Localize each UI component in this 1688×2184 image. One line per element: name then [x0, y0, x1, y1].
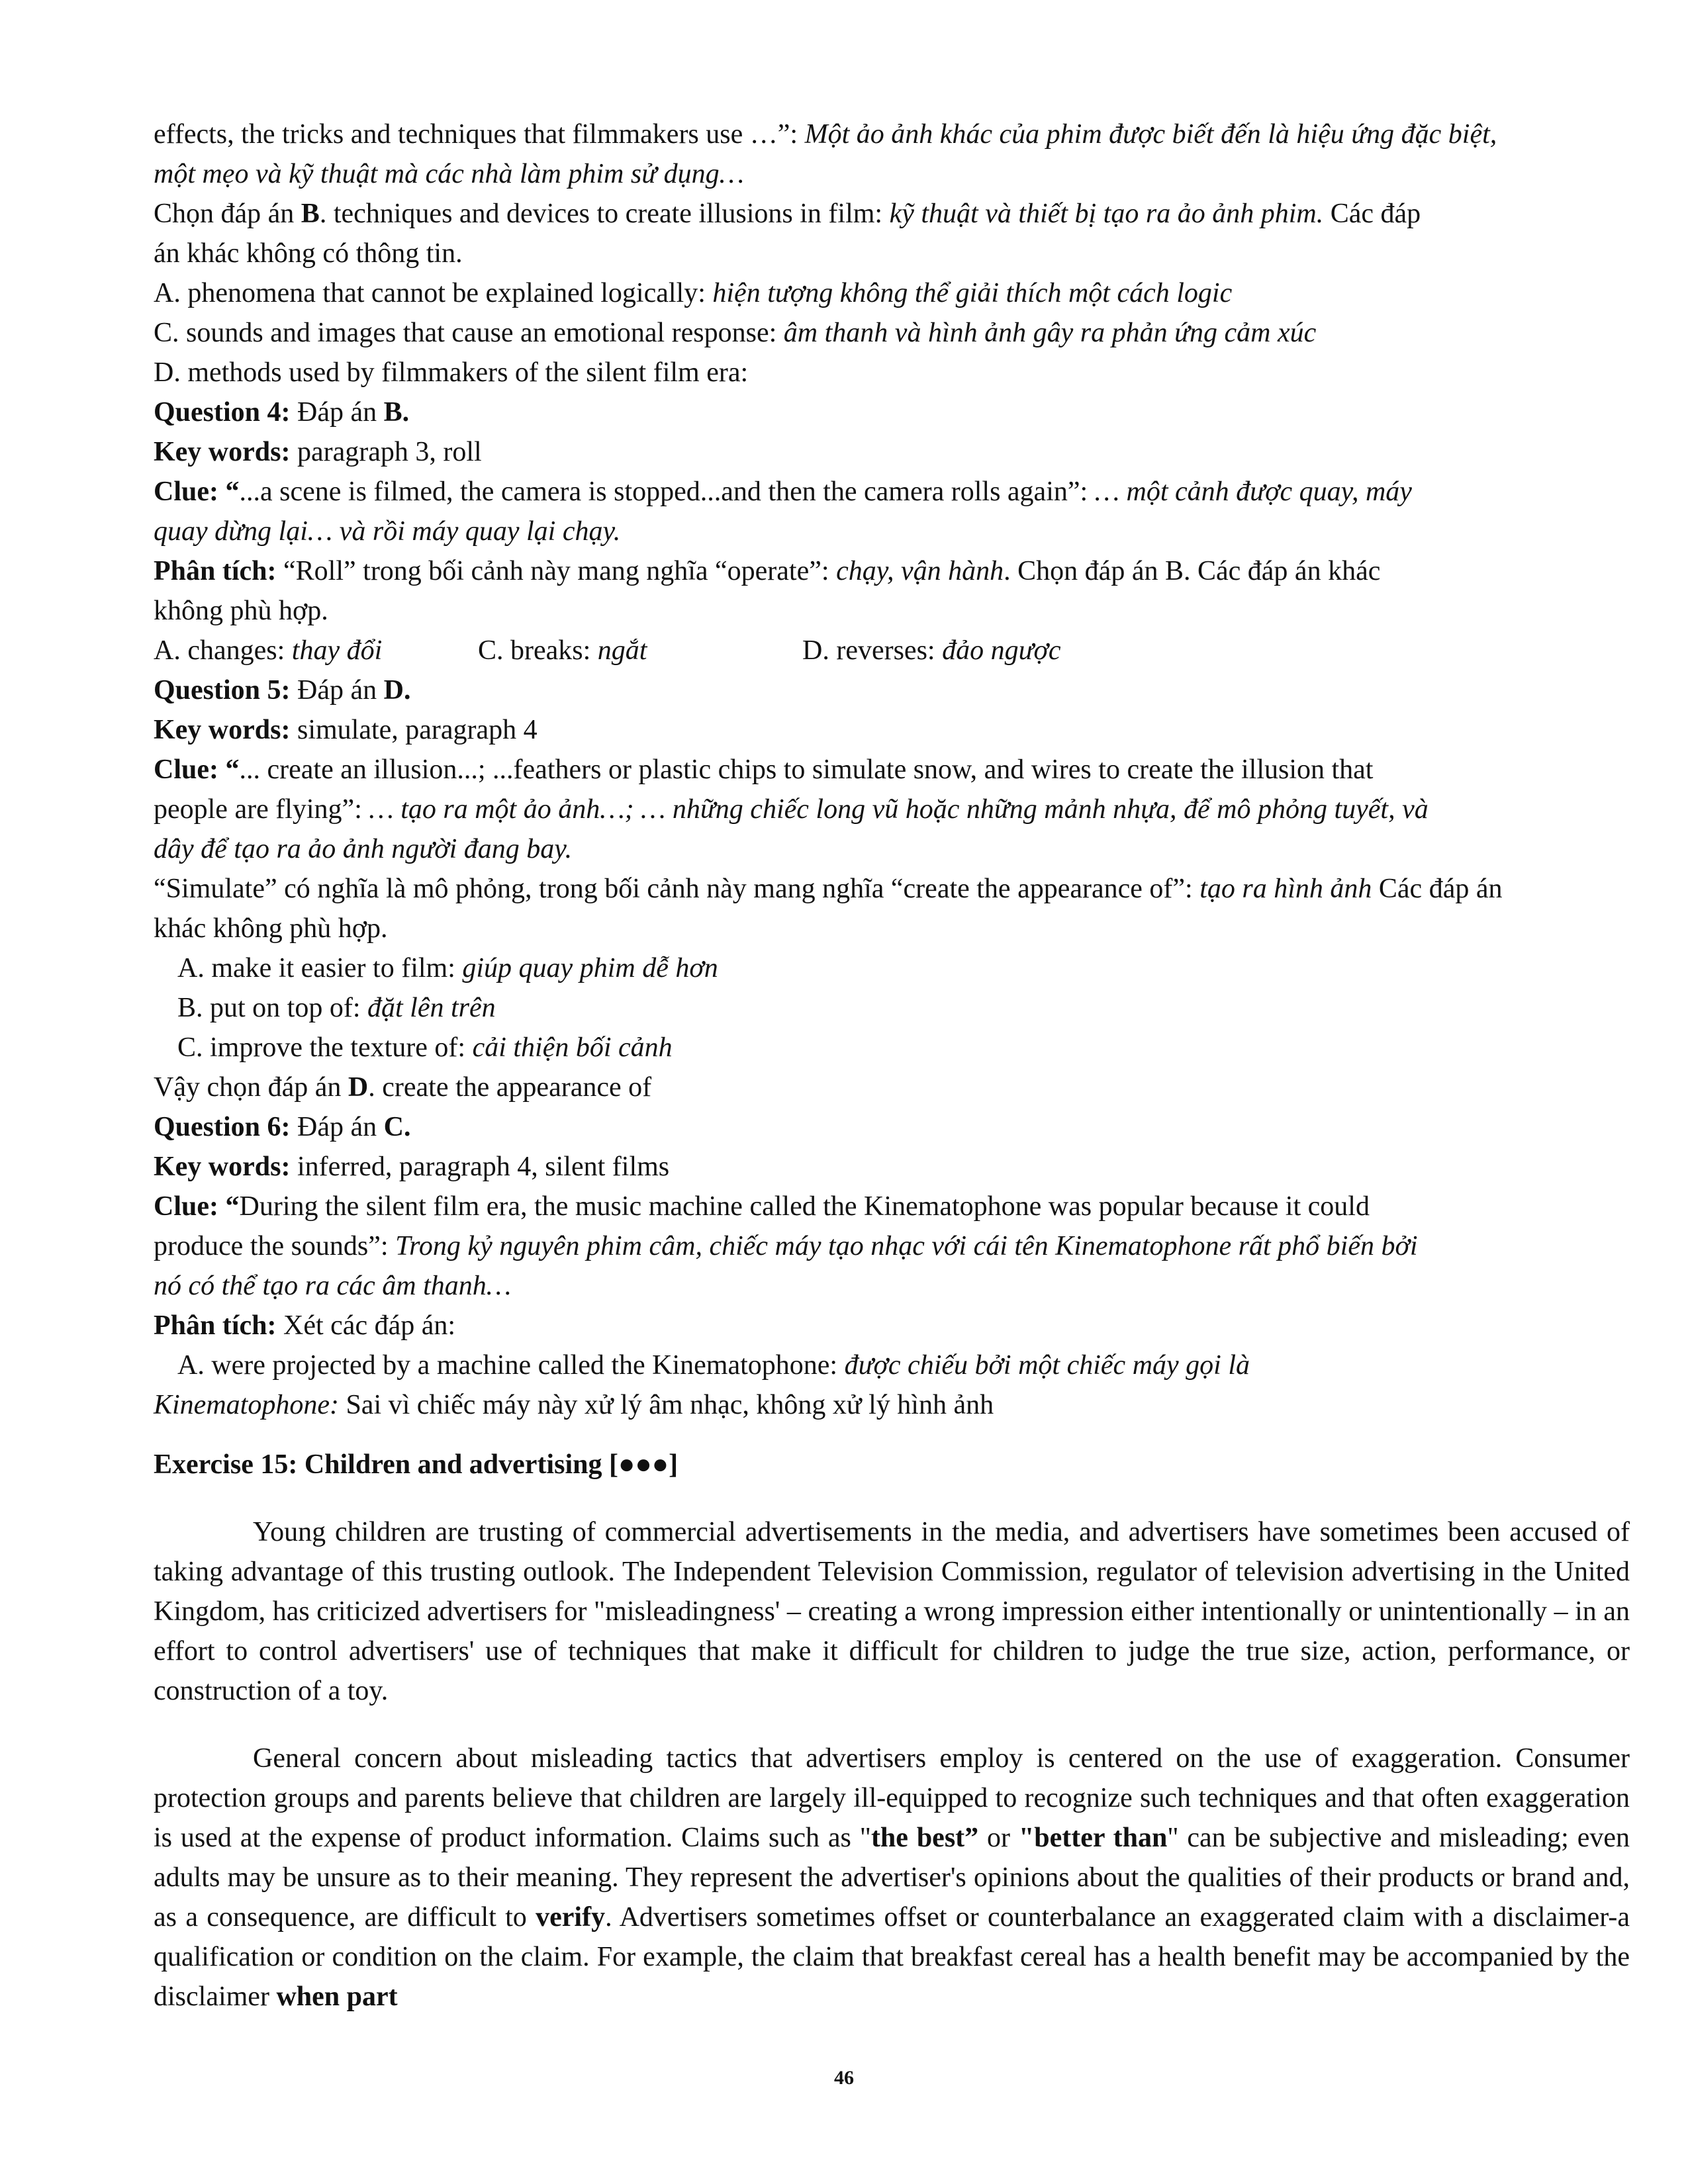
- question-label: Question 6:: [154, 1112, 291, 1142]
- clue-line: [154, 750, 1630, 790]
- text: Sai vì chiếc máy này xử lý âm nhạc, không xử lý hình ảnh: [338, 1390, 994, 1420]
- key-words-line: [154, 432, 1630, 472]
- translation-text: giúp quay phim dễ hơn: [462, 953, 718, 983]
- translation-text: một mẹo và kỹ thuật mà các nhà làm phim sử dụng…: [154, 159, 744, 189]
- analysis-line: [154, 1306, 1630, 1345]
- translation-text: hiện tượng không thể giải thích một cách logic: [712, 278, 1233, 308]
- text: án khác không có thông tin.: [154, 238, 463, 269]
- text: General concern about misleading tactics that advertisers employ is centered on the use of exaggeration. Consumer protection groups and parents believe that children are largely ill-equipped to recognize such techniques and that often exaggeration is used at the expense of product information. Claims such as ": [154, 1743, 1630, 1853]
- translation-text: đảo ngược: [942, 635, 1061, 666]
- text: . create the appearance of: [368, 1072, 652, 1103]
- key-words-line: [154, 710, 1630, 750]
- question-heading: [154, 392, 1630, 432]
- text: Các đáp án: [1372, 874, 1503, 904]
- question-heading: [154, 1107, 1630, 1147]
- answer-letter: C.: [383, 1112, 411, 1142]
- text: Đáp án: [290, 397, 384, 428]
- key-words-label: Key words:: [154, 1152, 291, 1182]
- text: simulate, paragraph 4: [290, 715, 538, 745]
- text: Xét các đáp án:: [276, 1310, 456, 1341]
- option-line: [154, 948, 1630, 988]
- text-line: [154, 114, 1630, 154]
- text: . Advertisers sometimes offset or counterbalance an exaggerated claim with a disclaimer-a qualification or condition on the claim. For example, the claim that breakfast cereal has a health benefit may be accompanied by the disclaimer: [154, 1902, 1630, 2012]
- clue-line: [154, 1266, 1630, 1306]
- clue-line: [154, 1226, 1630, 1266]
- option-a: [154, 631, 478, 670]
- clue-line: [154, 790, 1630, 829]
- clue-line: [154, 829, 1630, 869]
- clue-line: [154, 512, 1630, 551]
- option-line: [154, 1385, 1630, 1425]
- answer-letter: B: [301, 199, 320, 229]
- translation-text: quay dừng lại… và rồi máy quay lại chạy.: [154, 516, 621, 547]
- translation-text: Trong kỷ nguyên phim câm, chiếc máy tạo nhạc với cái tên Kinematophone rất phổ biến bởi: [395, 1231, 1418, 1261]
- text-line: [154, 1068, 1630, 1107]
- text-line: [154, 154, 1630, 194]
- clue-line: [154, 1187, 1630, 1226]
- document-content: [154, 114, 1630, 2044]
- text: or: [978, 1823, 1019, 1853]
- question-label: Question 4:: [154, 397, 291, 428]
- analysis-label: Phân tích:: [154, 556, 277, 586]
- answer-letter: B.: [383, 397, 410, 428]
- translation-text: đặt lên trên: [367, 993, 496, 1023]
- translation-text: cải thiện bối cảnh: [472, 1032, 673, 1063]
- text: Các đáp: [1323, 199, 1421, 229]
- option-text: C. breaks:: [478, 635, 598, 666]
- text: produce the sounds”:: [154, 1231, 396, 1261]
- translation-text: ngắt: [597, 635, 647, 666]
- clue-label: Clue: “: [154, 1191, 240, 1222]
- analysis-line: [154, 551, 1630, 591]
- exercise-title: [154, 1445, 1630, 1484]
- text: Chọn đáp án: [154, 199, 301, 229]
- option-text: A. phenomena that cannot be explained logically:: [154, 278, 713, 308]
- emphasis-text: the best”: [870, 1823, 979, 1853]
- text: . techniques and devices to create illusions in film:: [319, 199, 890, 229]
- translation-text: thay đổi: [291, 635, 383, 666]
- exercise-paragraph-1: Young children are trusting of commercial advertisements in the media, and advertisers have sometimes been accused of taking advantage of this trusting outlook. The Independent Television Commission, regulator of television advertising in the United Kingdom, has criticized advertisers for "misleadingness' – creating a wrong impression either intentionally or unintentionally – in an effort to control advertisers' use of techniques that make it difficult for children to judge the true size, action, performance, or construction of a toy.: [154, 1517, 1630, 1706]
- emphasis-text: verify: [536, 1902, 606, 1933]
- translation-text: được chiếu bởi một chiếc máy gọi là: [844, 1350, 1250, 1381]
- clue-line: [154, 472, 1630, 512]
- answer-letter: D.: [383, 675, 411, 705]
- text: ... create an illusion...; ...feathers or plastic chips to simulate snow, and wires to create the illusion that: [239, 754, 1374, 785]
- text: paragraph 3, roll: [290, 437, 482, 467]
- key-words-line: [154, 1147, 1630, 1187]
- translation-text: dây để tạo ra ảo ảnh người đang bay.: [154, 834, 573, 864]
- translation-text: kỹ thuật và thiết bị tạo ra ảo ảnh phim.: [889, 199, 1324, 229]
- text: không phù hợp.: [154, 596, 328, 626]
- text: people are flying”:: [154, 794, 369, 825]
- option-line: [154, 353, 1630, 392]
- text: “Simulate” có nghĩa là mô phỏng, trong bối cảnh này mang nghĩa “create the appearance of”:: [154, 874, 1200, 904]
- clue-label: Clue: “: [154, 477, 240, 507]
- option-line: [154, 313, 1630, 353]
- option-line: [154, 273, 1630, 313]
- option-text: A. were projected by a machine called the Kinematophone:: [177, 1350, 845, 1381]
- emphasis-text: "better than: [1018, 1823, 1168, 1853]
- option-text: A. changes:: [154, 635, 292, 666]
- text: inferred, paragraph 4, silent films: [290, 1152, 670, 1182]
- text: ...a scene is filmed, the camera is stopped...and then the camera rolls again”:: [239, 477, 1095, 507]
- text: “Roll” trong bối cảnh này mang nghĩa “operate”:: [276, 556, 837, 586]
- question-heading: [154, 670, 1630, 710]
- option-text: B. put on top of:: [177, 993, 368, 1023]
- text-line: [154, 909, 1630, 948]
- text: khác không phù hợp.: [154, 913, 388, 944]
- translation-text: tạo ra hình ảnh: [1199, 874, 1372, 904]
- text-line: [154, 234, 1630, 273]
- option-line: [154, 1028, 1630, 1068]
- options-row: [154, 631, 1630, 670]
- translation-text: chạy, vận hành: [836, 556, 1004, 586]
- option-text: A. make it easier to film:: [177, 953, 463, 983]
- answer-letter: D: [348, 1072, 369, 1103]
- page-number: 46: [834, 2067, 854, 2089]
- option-text: D. reverses:: [802, 635, 943, 666]
- translation-text: Kinematophone:: [154, 1390, 339, 1420]
- emphasis-text: when part: [276, 1981, 398, 2012]
- question-label: Question 5:: [154, 675, 291, 705]
- clue-label: Clue: “: [154, 754, 240, 785]
- key-words-label: Key words:: [154, 715, 291, 745]
- option-text: C. sounds and images that cause an emotional response:: [154, 318, 784, 348]
- text: effects, the tricks and techniques that filmmakers use …”:: [154, 119, 805, 150]
- translation-text: âm thanh và hình ảnh gây ra phản ứng cảm xúc: [783, 318, 1317, 348]
- option-text: D. methods used by filmmakers of the silent film era:: [154, 357, 749, 388]
- text-line: [154, 869, 1630, 909]
- option-line: [154, 988, 1630, 1028]
- translation-text: … tạo ra một ảo ảnh…; … những chiếc long vũ hoặc những mảnh nhựa, để mô phỏng tuyết, và: [369, 794, 1429, 825]
- option-text: C. improve the texture of:: [177, 1032, 473, 1063]
- exercise-title-text: Exercise 15: Children and advertising [●●●]: [154, 1449, 679, 1480]
- text: " can be subjective and misleading; even adults may be unsure as to their meaning. They represent the advertiser's opinions about the qualities of their products or brand and, as a consequence, are difficult to: [154, 1823, 1630, 1933]
- text: Đáp án: [290, 1112, 384, 1142]
- text: . Chọn đáp án B. Các đáp án khác: [1004, 556, 1381, 586]
- translation-text: Một ảo ảnh khác của phim được biết đến là hiệu ứng đặc biệt,: [804, 119, 1497, 150]
- option-d: [802, 635, 1061, 666]
- key-words-label: Key words:: [154, 437, 291, 467]
- translation-text: … một cảnh được quay, máy: [1094, 477, 1412, 507]
- option-c: [478, 631, 802, 670]
- analysis-line: [154, 591, 1630, 631]
- spacer: [154, 1425, 1630, 1445]
- option-line: [154, 1345, 1630, 1385]
- text: During the silent film era, the music machine called the Kinematophone was popular because it could: [239, 1191, 1370, 1222]
- text: Vậy chọn đáp án: [154, 1072, 348, 1103]
- text-line: [154, 194, 1630, 234]
- translation-text: nó có thể tạo ra các âm thanh…: [154, 1271, 512, 1301]
- exercise-paragraph-2: [154, 1739, 1630, 2017]
- analysis-label: Phân tích:: [154, 1310, 277, 1341]
- text: Đáp án: [290, 675, 384, 705]
